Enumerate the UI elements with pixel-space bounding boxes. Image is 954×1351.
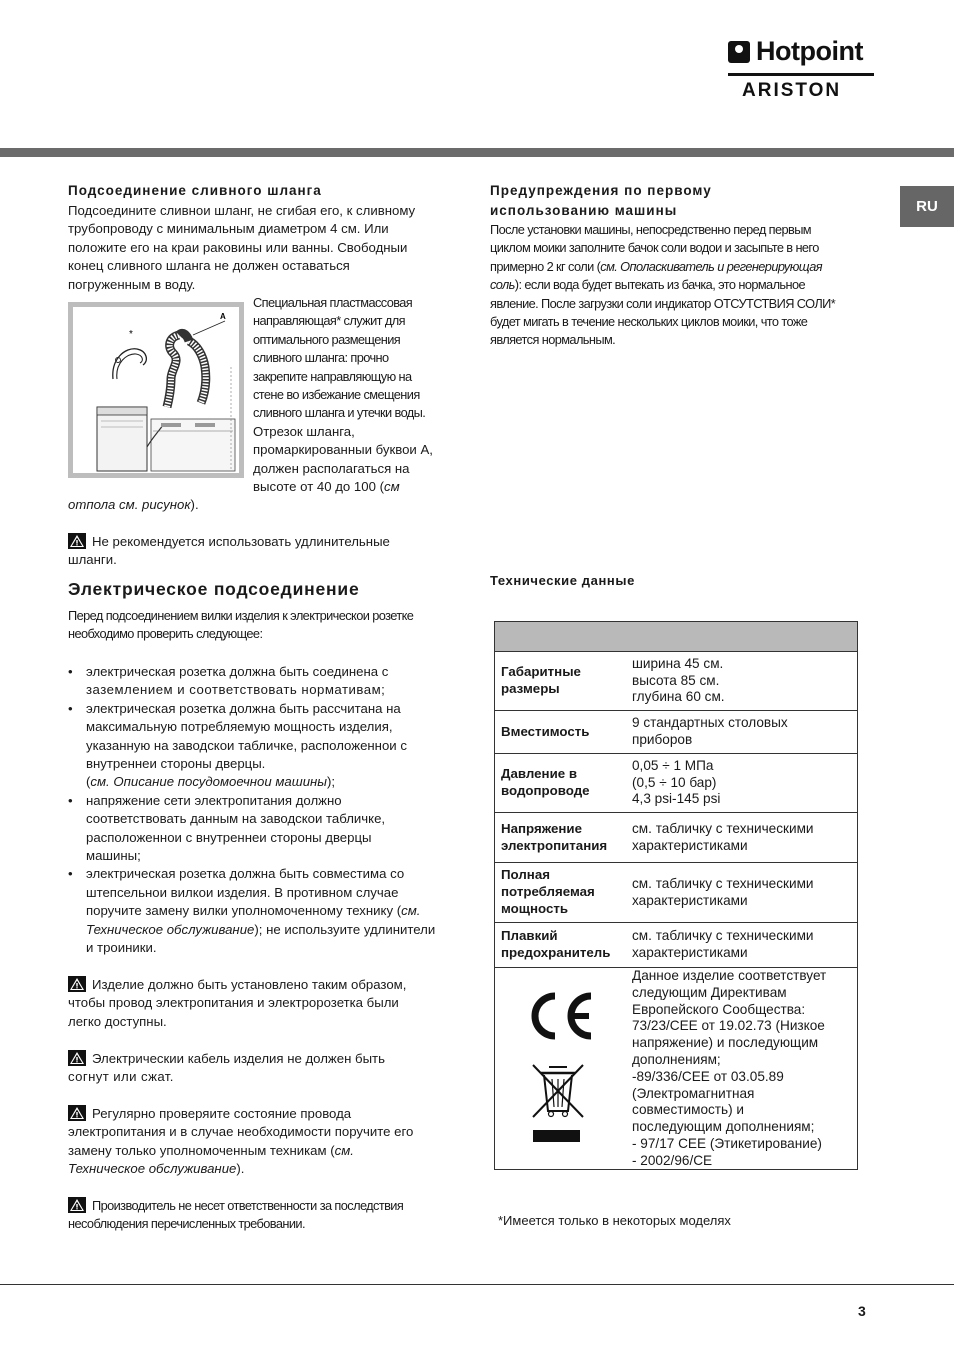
key-line: размеры (501, 681, 560, 696)
hose-drawing (73, 307, 239, 473)
brand-logo (728, 38, 874, 72)
text-span-italic: отпола см. рисунок (68, 497, 191, 512)
electric-intro (68, 607, 448, 644)
text-span: поручите замену вилки уполномоченному технику ( (86, 903, 402, 919)
hose-height-tail (68, 496, 199, 514)
text-span: Не рекомендуется использовать удлинительные (92, 534, 390, 549)
warning-icon (68, 976, 86, 992)
key-line: водопроводе (501, 783, 590, 798)
brand-sub: ARISTON (742, 80, 842, 101)
text-line: штепсельнои вилкои изделия. В противном случае (86, 884, 399, 900)
row-key (495, 863, 621, 922)
text-line: трубопроводу с минимальным диаметром 4 см. Или (68, 221, 389, 237)
warning-cable (68, 1050, 448, 1087)
hose-height-note (253, 423, 453, 497)
text-line: необходимо проверить следующее: (68, 626, 263, 642)
text-span: высоте от 40 до 100 ( (253, 479, 384, 495)
value-line: ширина 45 см. (632, 655, 724, 671)
language-tab: RU (900, 186, 954, 227)
weee-bin-icon (529, 1061, 587, 1121)
table-row-ce (495, 968, 857, 1170)
text-span: замену только уполномоченным техникам ( (68, 1142, 335, 1158)
electric-checklist (68, 663, 448, 958)
warning-icon (68, 533, 86, 549)
warning-accessible (68, 976, 448, 1031)
text-line: Отрезок шланга, (253, 424, 355, 439)
value-line: 4,3 psi-145 psi (632, 791, 721, 807)
table-row (495, 863, 857, 923)
text-line: явление. После загрузки соли индикатор ОТСУТСТВИЯ СОЛИ* (490, 295, 836, 311)
key-line: электропитания (501, 837, 608, 853)
text-span-italic: см (384, 479, 400, 495)
value-line: Европейского Сообщества: (632, 1001, 806, 1017)
footnote: *Имеется только в некоторых моделях (498, 1213, 731, 1228)
text-span: ); (327, 774, 336, 790)
text-line (490, 258, 880, 276)
text-line: должен располагаться на (253, 460, 410, 476)
tech-table (494, 621, 858, 1170)
table-row (495, 813, 857, 863)
text-line (86, 773, 448, 791)
key-line: Плавкий (501, 928, 558, 944)
text-span: Регулярно проверяите состояние провода (92, 1106, 352, 1121)
text-span-italic: см. Ополаскиватель и регенерирующая (600, 258, 822, 274)
text-span: примерно 2 кг соли ( (490, 258, 601, 274)
text-line: оптимального размещения (253, 331, 401, 347)
first-use-title-2: использованию машины (490, 203, 678, 218)
row-value (621, 923, 857, 967)
value-line: дополнениям; (632, 1051, 721, 1067)
list-item (68, 792, 448, 866)
warning-liability (68, 1197, 458, 1234)
value-line: характеристиками (632, 892, 748, 908)
drain-title: Подсоединение сливного шланга (68, 183, 322, 198)
text-line: • электрическая розетка должна быть соединена с (86, 664, 389, 679)
text-span: ): если вода будет вытекать из бачка, это нормальное (514, 277, 806, 293)
row-value (621, 754, 857, 812)
text-line: шланги. (68, 552, 117, 568)
page-number: 3 (858, 1303, 866, 1319)
value-line: следующим Директивам (632, 984, 787, 1000)
value-line: -89/336/CEE от 03.05.89 (632, 1068, 784, 1084)
first-use-section (490, 182, 870, 220)
text-line: легко доступны. (68, 1013, 167, 1029)
text-span-italic: Техническое обслуживание (86, 921, 255, 937)
tech-title: Технические данные (490, 573, 635, 588)
text-line: Перед подсоединением вилки изделия к электрическои розетке (68, 608, 414, 623)
text-line: стене во избежание смещения (253, 387, 420, 403)
row-key (495, 813, 621, 862)
value-line: характеристиками (632, 837, 748, 853)
text-line: является нормальным. (490, 332, 616, 348)
value-line: (Электромагнитная (632, 1085, 755, 1101)
text-line: После установки машины, непосредственно перед первым (490, 222, 811, 237)
text-line (68, 1105, 448, 1123)
text-line: • электрическая розетка должна быть совместима со (86, 866, 405, 882)
value-line: см. табличку с техническими (632, 820, 814, 836)
row-key (495, 711, 621, 753)
text-line: Специальная пластмассовая (253, 295, 413, 310)
value-line: (0,5 ÷ 10 бар) (632, 774, 717, 790)
list-item (68, 663, 448, 700)
text-span-italic: Техническое обслуживание (68, 1161, 237, 1177)
text-span: Электрическии кабель изделия не должен быть (92, 1051, 385, 1066)
warning-icon (68, 1197, 86, 1213)
drain-text (68, 202, 438, 294)
brand-name: Hotpoint (756, 36, 863, 66)
warning-icon (68, 1105, 86, 1121)
header-bar (0, 148, 954, 157)
guide-note (253, 294, 453, 423)
text-line: расположеннои с внутреннеи стороны дверцы (86, 829, 372, 845)
list-item (68, 700, 448, 792)
table-row (495, 923, 857, 968)
text-line: максимальную потребляемую мощность изделия, (86, 719, 393, 735)
value-line: последующим дополнениям; (632, 1119, 815, 1135)
text-line (86, 902, 448, 920)
value-line: высота 85 см. (632, 672, 720, 688)
text-line: погруженным в воду. (68, 276, 196, 292)
text-span: ); не используите удлинители (254, 921, 436, 937)
text-line: и троиники. (86, 940, 157, 956)
footer-divider (0, 1284, 954, 1285)
value-line: - 97/17 CEE (Этикетирование) (632, 1135, 822, 1151)
text-line (68, 1197, 458, 1215)
text-line: будет мигать в течение нескольких циклов моики, что тоже (490, 314, 808, 330)
text-line: направляющая* служит для (253, 313, 405, 329)
text-line: соответствовать данным на заводскои табличке, (86, 811, 386, 827)
table-row (495, 711, 857, 754)
value-line: 73/23/CEE от 19.02.73 (Низкое (632, 1018, 825, 1034)
warning-extension (68, 533, 448, 570)
text-line: внутреннеи стороны дверцы. (86, 756, 266, 772)
value-line: приборов (632, 732, 693, 747)
text-span-italic: соль (490, 277, 515, 293)
text-line: промаркированныи буквои А, (253, 442, 433, 458)
row-key (495, 652, 621, 710)
text-line: сливного шланга: прочно (253, 350, 389, 366)
row-value (621, 711, 857, 753)
text-span: ). (190, 497, 199, 512)
key-line: Полная (501, 867, 550, 883)
value-line: напряжение) и последующим (632, 1035, 819, 1051)
text-line: заземлением и соответствовать нормативам; (86, 682, 386, 698)
ce-directives (621, 968, 857, 1170)
value-line: 0,05 ÷ 1 МПа (632, 757, 714, 773)
text-line: электропитания и в случае необходимости поручите его (68, 1124, 414, 1140)
logo-divider (728, 73, 874, 76)
text-line (68, 1142, 448, 1160)
text-line: машины; (86, 848, 141, 864)
text-line: несоблюдения перечисленных требовании. (68, 1216, 305, 1232)
text-line: сливного шланга и утечки воды. (253, 405, 426, 421)
text-line: конец сливного шланга не должен оставаться (68, 258, 350, 274)
table-row (495, 652, 857, 711)
text-line (490, 276, 880, 294)
label-star: * (129, 329, 133, 340)
value-line: глубина 60 см. (632, 689, 725, 705)
text-line: согнут или сжат. (68, 1069, 174, 1085)
text-line (68, 1160, 448, 1178)
text-span: ( (86, 774, 91, 790)
first-use-text (490, 221, 880, 350)
text-line: указанную на заводскои табличке, расположеннои с (86, 737, 407, 753)
text-line: Подсоедините сливнои шланг, не сгибая его, к сливному (68, 203, 416, 218)
value-line: см. табличку с техническими (632, 875, 814, 891)
tech-table-header (495, 622, 857, 652)
key-line: Габаритные (501, 664, 581, 680)
key-line: Напряжение (501, 820, 582, 836)
text-line: закрепите направляющую на (253, 368, 412, 384)
warning-icon (68, 1050, 86, 1066)
text-line (68, 976, 448, 994)
text-line (68, 1050, 448, 1068)
electric-title: Электрическое подсоединение (68, 579, 360, 599)
key-line: предохранитель (501, 945, 611, 960)
drain-hose-illustration (68, 302, 244, 478)
list-item (68, 865, 448, 957)
text-line: циклом моики заполните бачок соли водои и засыпьте в него (490, 240, 819, 256)
value-line: 9 стандартных столовых (632, 715, 788, 731)
text-span: Производитель не несет ответственности за последствия (92, 1198, 404, 1213)
key-line: мощность (501, 900, 569, 916)
text-span: ). (236, 1161, 245, 1177)
text-line (253, 478, 453, 496)
weee-bar (533, 1130, 580, 1142)
text-line (86, 921, 448, 939)
row-value (621, 813, 857, 862)
text-line: положите его на краи раковины или ванны. Свободныи (68, 239, 408, 255)
row-value (621, 863, 857, 922)
row-key (495, 754, 621, 812)
key-line: потребляемая (501, 884, 595, 900)
text-span: Изделие должно быть установлено таким образом, (92, 977, 407, 992)
row-value (621, 652, 857, 710)
text-span-italic: см. Описание посудомоечнои машины (90, 774, 327, 790)
value-line: совместимость) и (632, 1102, 745, 1118)
value-line: - 2002/96/CE (632, 1152, 713, 1168)
value-line: см. табличку с техническими (632, 928, 814, 944)
key-line: Вместимость (501, 723, 590, 739)
warning-check-cable (68, 1105, 448, 1179)
hotpoint-logo-icon (728, 41, 750, 63)
row-key (495, 923, 621, 967)
text-line: • напряжение сети электропитания должно (86, 792, 342, 808)
text-line: чтобы провод электропитания и электророзетка были (68, 995, 399, 1011)
text-span-italic: см. (334, 1142, 354, 1158)
ce-mark-icon (525, 990, 595, 1042)
ce-marks (495, 968, 621, 1170)
value-line: Данное изделие соответствует (632, 968, 827, 983)
text-line (68, 533, 448, 551)
value-line: характеристиками (632, 945, 748, 960)
key-line: Давление в (501, 766, 578, 782)
text-span-italic: см. (401, 903, 421, 919)
label-a: A (220, 312, 226, 321)
table-row (495, 754, 857, 813)
text-line: • электрическая розетка должна быть рассчитана на (86, 700, 401, 716)
first-use-title: Предупреждения по первому (490, 183, 712, 198)
